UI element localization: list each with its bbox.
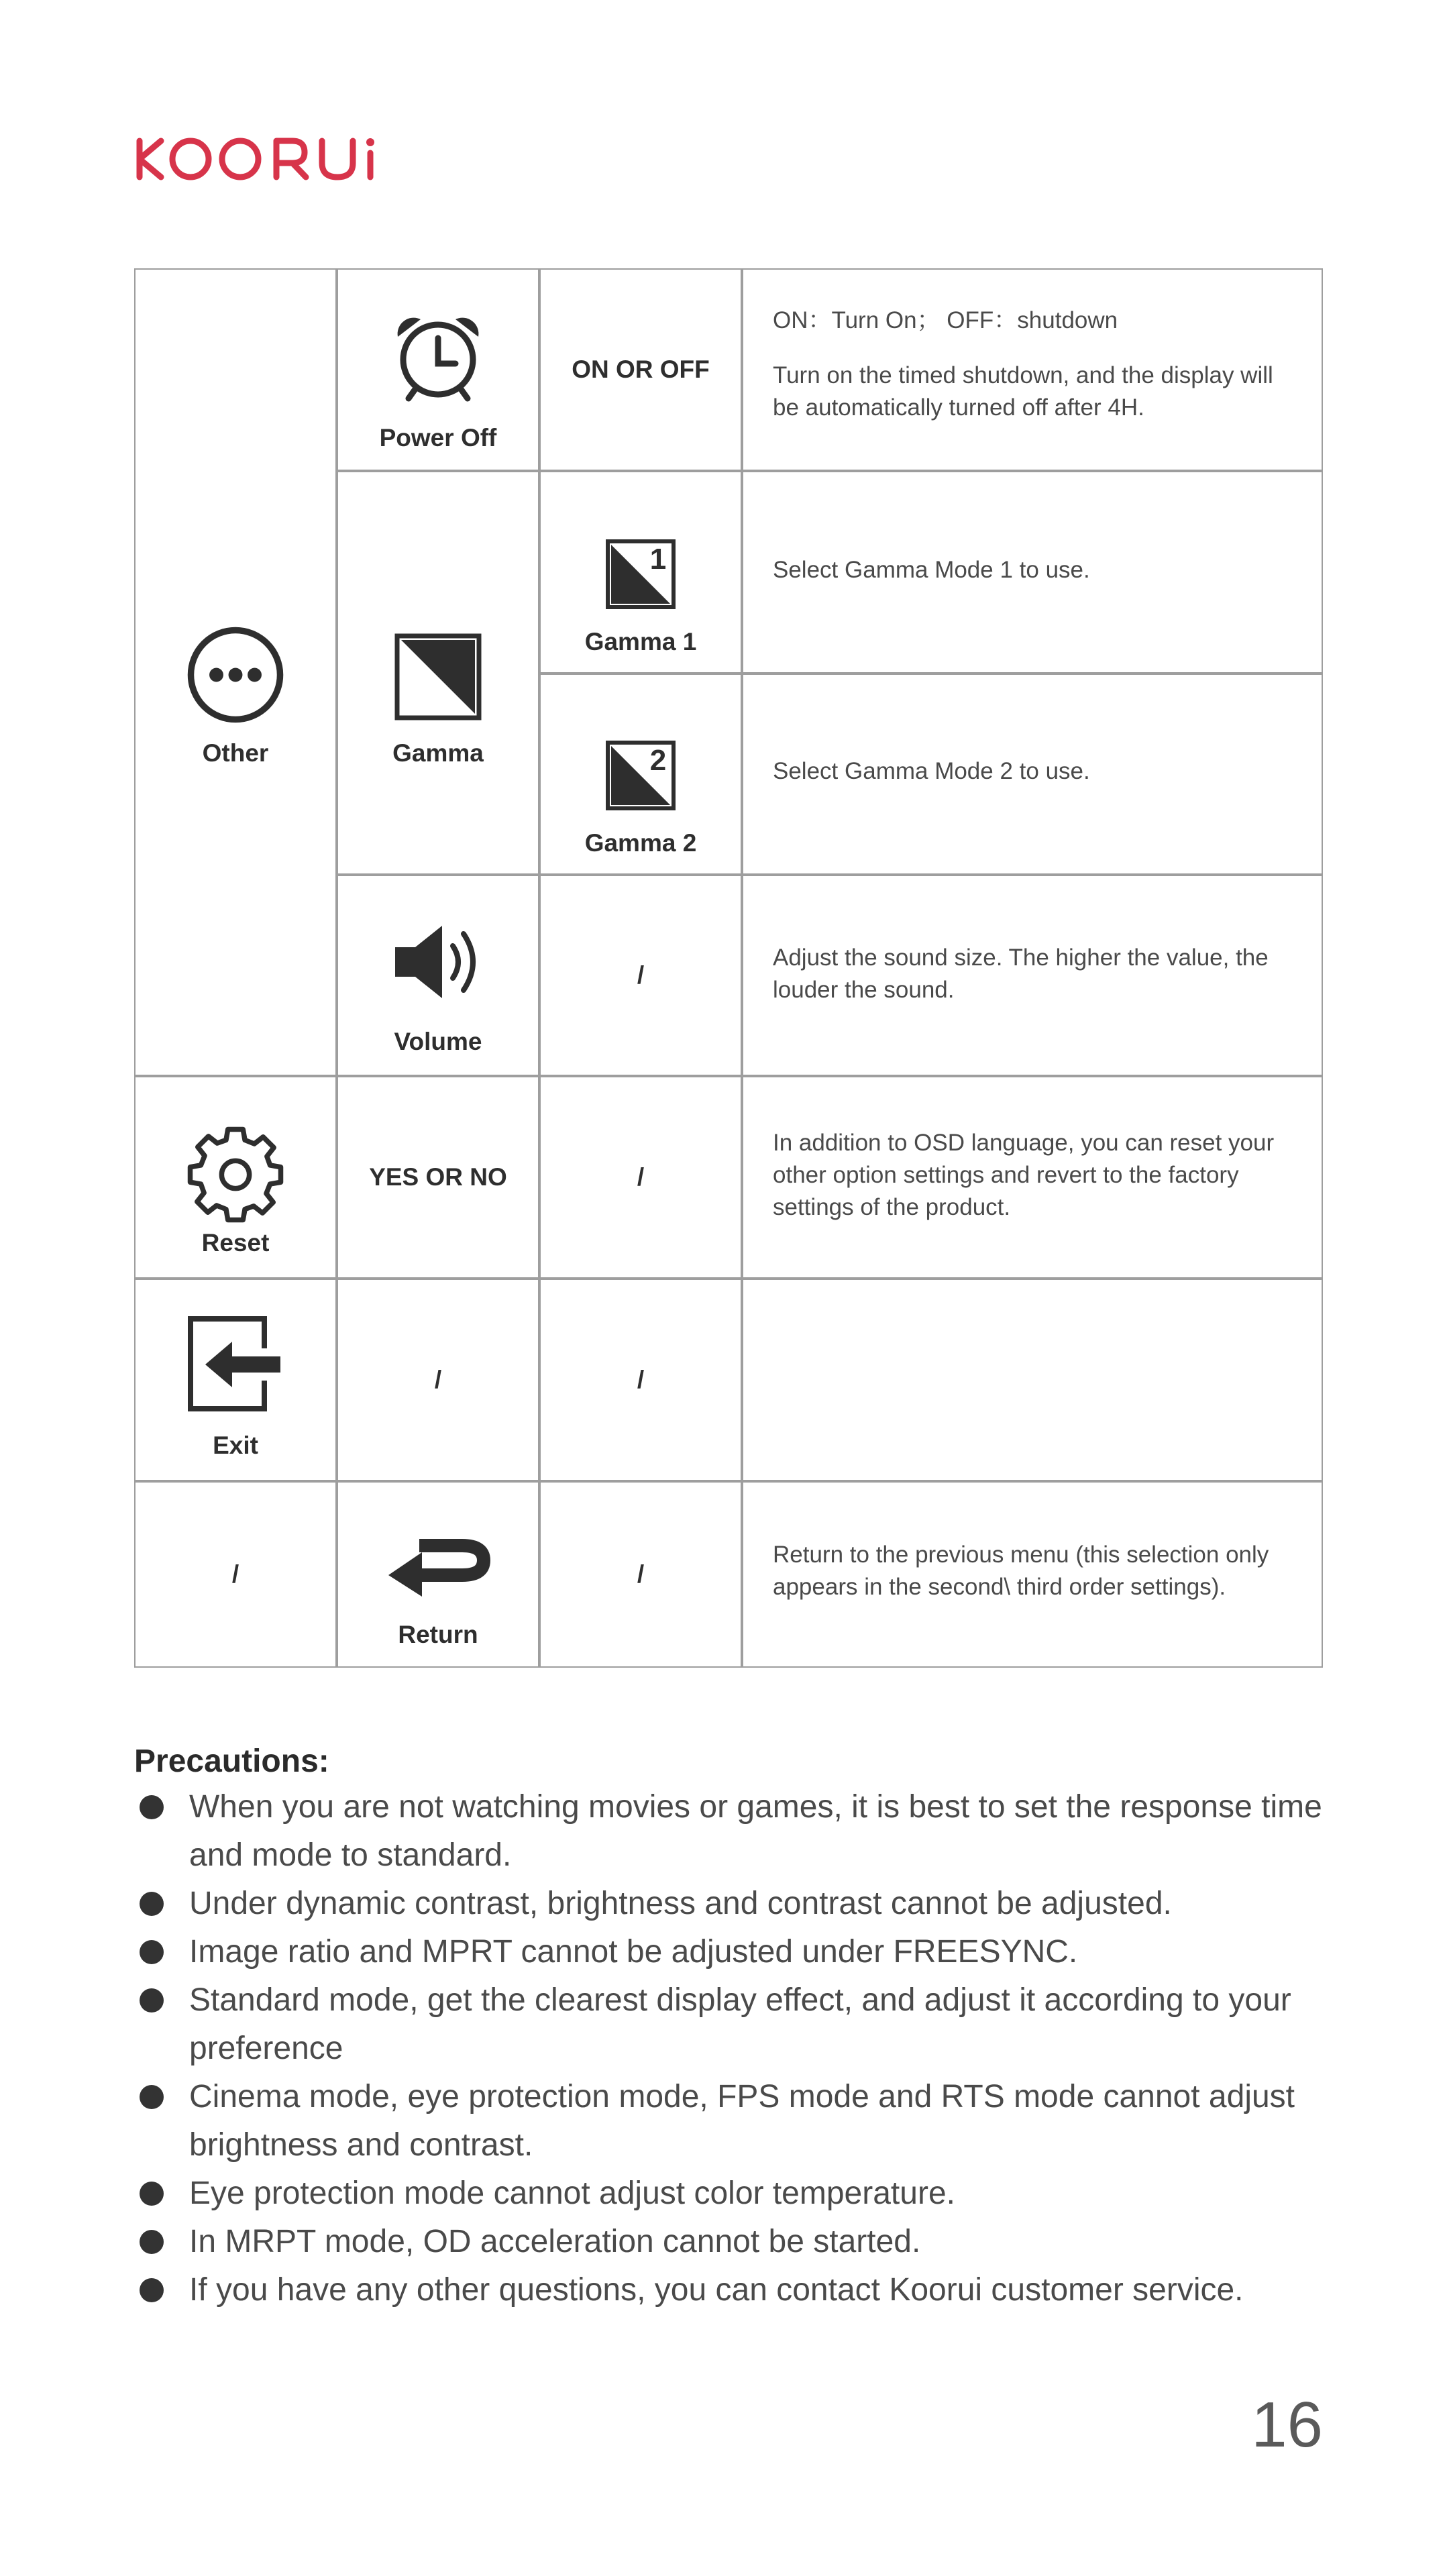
return-col1-cell: [134, 1481, 337, 1668]
bullet-icon: [140, 1892, 164, 1916]
precaution-item: Eye protection mode cannot adjust color temperature.: [134, 2169, 1328, 2218]
precaution-item: In MRPT mode, OD acceleration cannot be started.: [134, 2218, 1328, 2266]
exit-desc-cell: [742, 1279, 1323, 1481]
bullet-icon: [140, 1988, 164, 2012]
bullet-icon: [140, 2085, 164, 2109]
exit-option1: /: [434, 1366, 442, 1393]
speaker-icon: [391, 922, 485, 1002]
exit-option2-cell: [539, 1279, 742, 1481]
precaution-item: If you have any other questions, you can contact Koorui customer service.: [134, 2266, 1328, 2314]
svg-text:1: 1: [649, 543, 667, 576]
precaution-item: Cinema mode, eye protection mode, FPS mode and RTS mode cannot adjust brightness and contrast.: [134, 2073, 1328, 2169]
svg-text:2: 2: [649, 744, 667, 777]
return-arrow-icon: [384, 1531, 492, 1598]
return-col1: /: [231, 1560, 239, 1588]
volume-cell: [337, 875, 539, 1076]
reset-option2-cell: [539, 1076, 742, 1279]
gear-icon: [185, 1124, 286, 1225]
reset-option1-cell: [337, 1076, 539, 1279]
bullet-icon: [140, 2230, 164, 2254]
gamma-2-icon: [606, 741, 676, 810]
reset-cell: [134, 1076, 337, 1279]
reset-option2: /: [637, 1163, 645, 1191]
gamma-2-desc-cell: [742, 674, 1323, 875]
return-desc-cell: [742, 1481, 1323, 1668]
return-option-cell: [539, 1481, 742, 1668]
volume-label: Volume: [394, 1028, 482, 1055]
reset-desc-cell: [742, 1076, 1323, 1279]
bullet-icon: [140, 2182, 164, 2206]
gamma-1-desc-cell: [742, 471, 1323, 674]
power-off-desc-line2: Turn on the timed shutdown, and the display will be automatically turned off after 4H.: [773, 362, 1273, 421]
other-group-cell: [134, 268, 337, 1076]
gamma-1-label: Gamma 1: [584, 628, 697, 655]
gamma-2-label: Gamma 2: [584, 829, 697, 857]
other-label: Other: [202, 739, 269, 767]
power-off-option-cell: [539, 268, 742, 471]
precautions-title: Precautions:: [134, 1743, 329, 1779]
reset-option1: YES OR NO: [369, 1163, 507, 1191]
bullet-icon: [140, 1940, 164, 1964]
volume-option-cell: [539, 875, 742, 1076]
power-off-desc-line1: ON：Turn On； OFF：shutdown: [773, 307, 1118, 333]
exit-label: Exit: [213, 1432, 258, 1459]
gamma-2-cell: [539, 674, 742, 875]
page-number: 16: [1251, 2389, 1323, 2461]
gamma-cell: [337, 471, 539, 875]
power-off-option: ON OR OFF: [572, 356, 710, 383]
bullet-icon: [140, 1795, 164, 1819]
alarm-clock-icon: [391, 310, 485, 404]
reset-desc: In addition to OSD language, you can reset your other option settings and revert to the factory settings of the product.: [773, 1130, 1275, 1220]
return-label: Return: [398, 1621, 478, 1648]
reset-label: Reset: [201, 1229, 270, 1256]
volume-option: /: [637, 961, 645, 989]
power-off-label: Power Off: [379, 424, 497, 451]
exit-icon: [185, 1313, 286, 1414]
precaution-item: When you are not watching movies or games, it is best to set the response time and mode to standard.: [134, 1783, 1328, 1880]
return-cell: [337, 1481, 539, 1668]
gamma-2-desc: Select Gamma Mode 2 to use.: [773, 758, 1090, 784]
precaution-item: Standard mode, get the clearest display effect, and adjust it according to your preference: [134, 1976, 1328, 2073]
volume-desc: Adjust the sound size. The higher the value, the louder the sound.: [773, 945, 1269, 1003]
power-off-desc-cell: [742, 268, 1323, 471]
settings-table: [134, 268, 1323, 1668]
brand-logo: [134, 134, 379, 184]
more-dots-icon: [184, 624, 286, 726]
power-off-cell: [337, 268, 539, 471]
gamma-1-icon: [606, 539, 676, 609]
return-desc: Return to the previous menu (this selection only appears in the second\ third order settings).: [773, 1542, 1269, 1600]
gamma-label: Gamma: [392, 739, 484, 767]
gamma-1-cell: [539, 471, 742, 674]
exit-cell: [134, 1279, 337, 1481]
return-option: /: [637, 1560, 645, 1588]
volume-desc-cell: [742, 875, 1323, 1076]
precautions-list: [134, 1783, 1328, 2314]
exit-option1-cell: [337, 1279, 539, 1481]
gamma-1-desc: Select Gamma Mode 1 to use.: [773, 557, 1090, 583]
bullet-icon: [140, 2278, 164, 2302]
precaution-item: Image ratio and MPRT cannot be adjusted under FREESYNC.: [134, 1928, 1328, 1976]
gamma-icon: [394, 633, 482, 720]
precaution-item: Under dynamic contrast, brightness and contrast cannot be adjusted.: [134, 1880, 1328, 1928]
exit-option2: /: [637, 1366, 645, 1393]
